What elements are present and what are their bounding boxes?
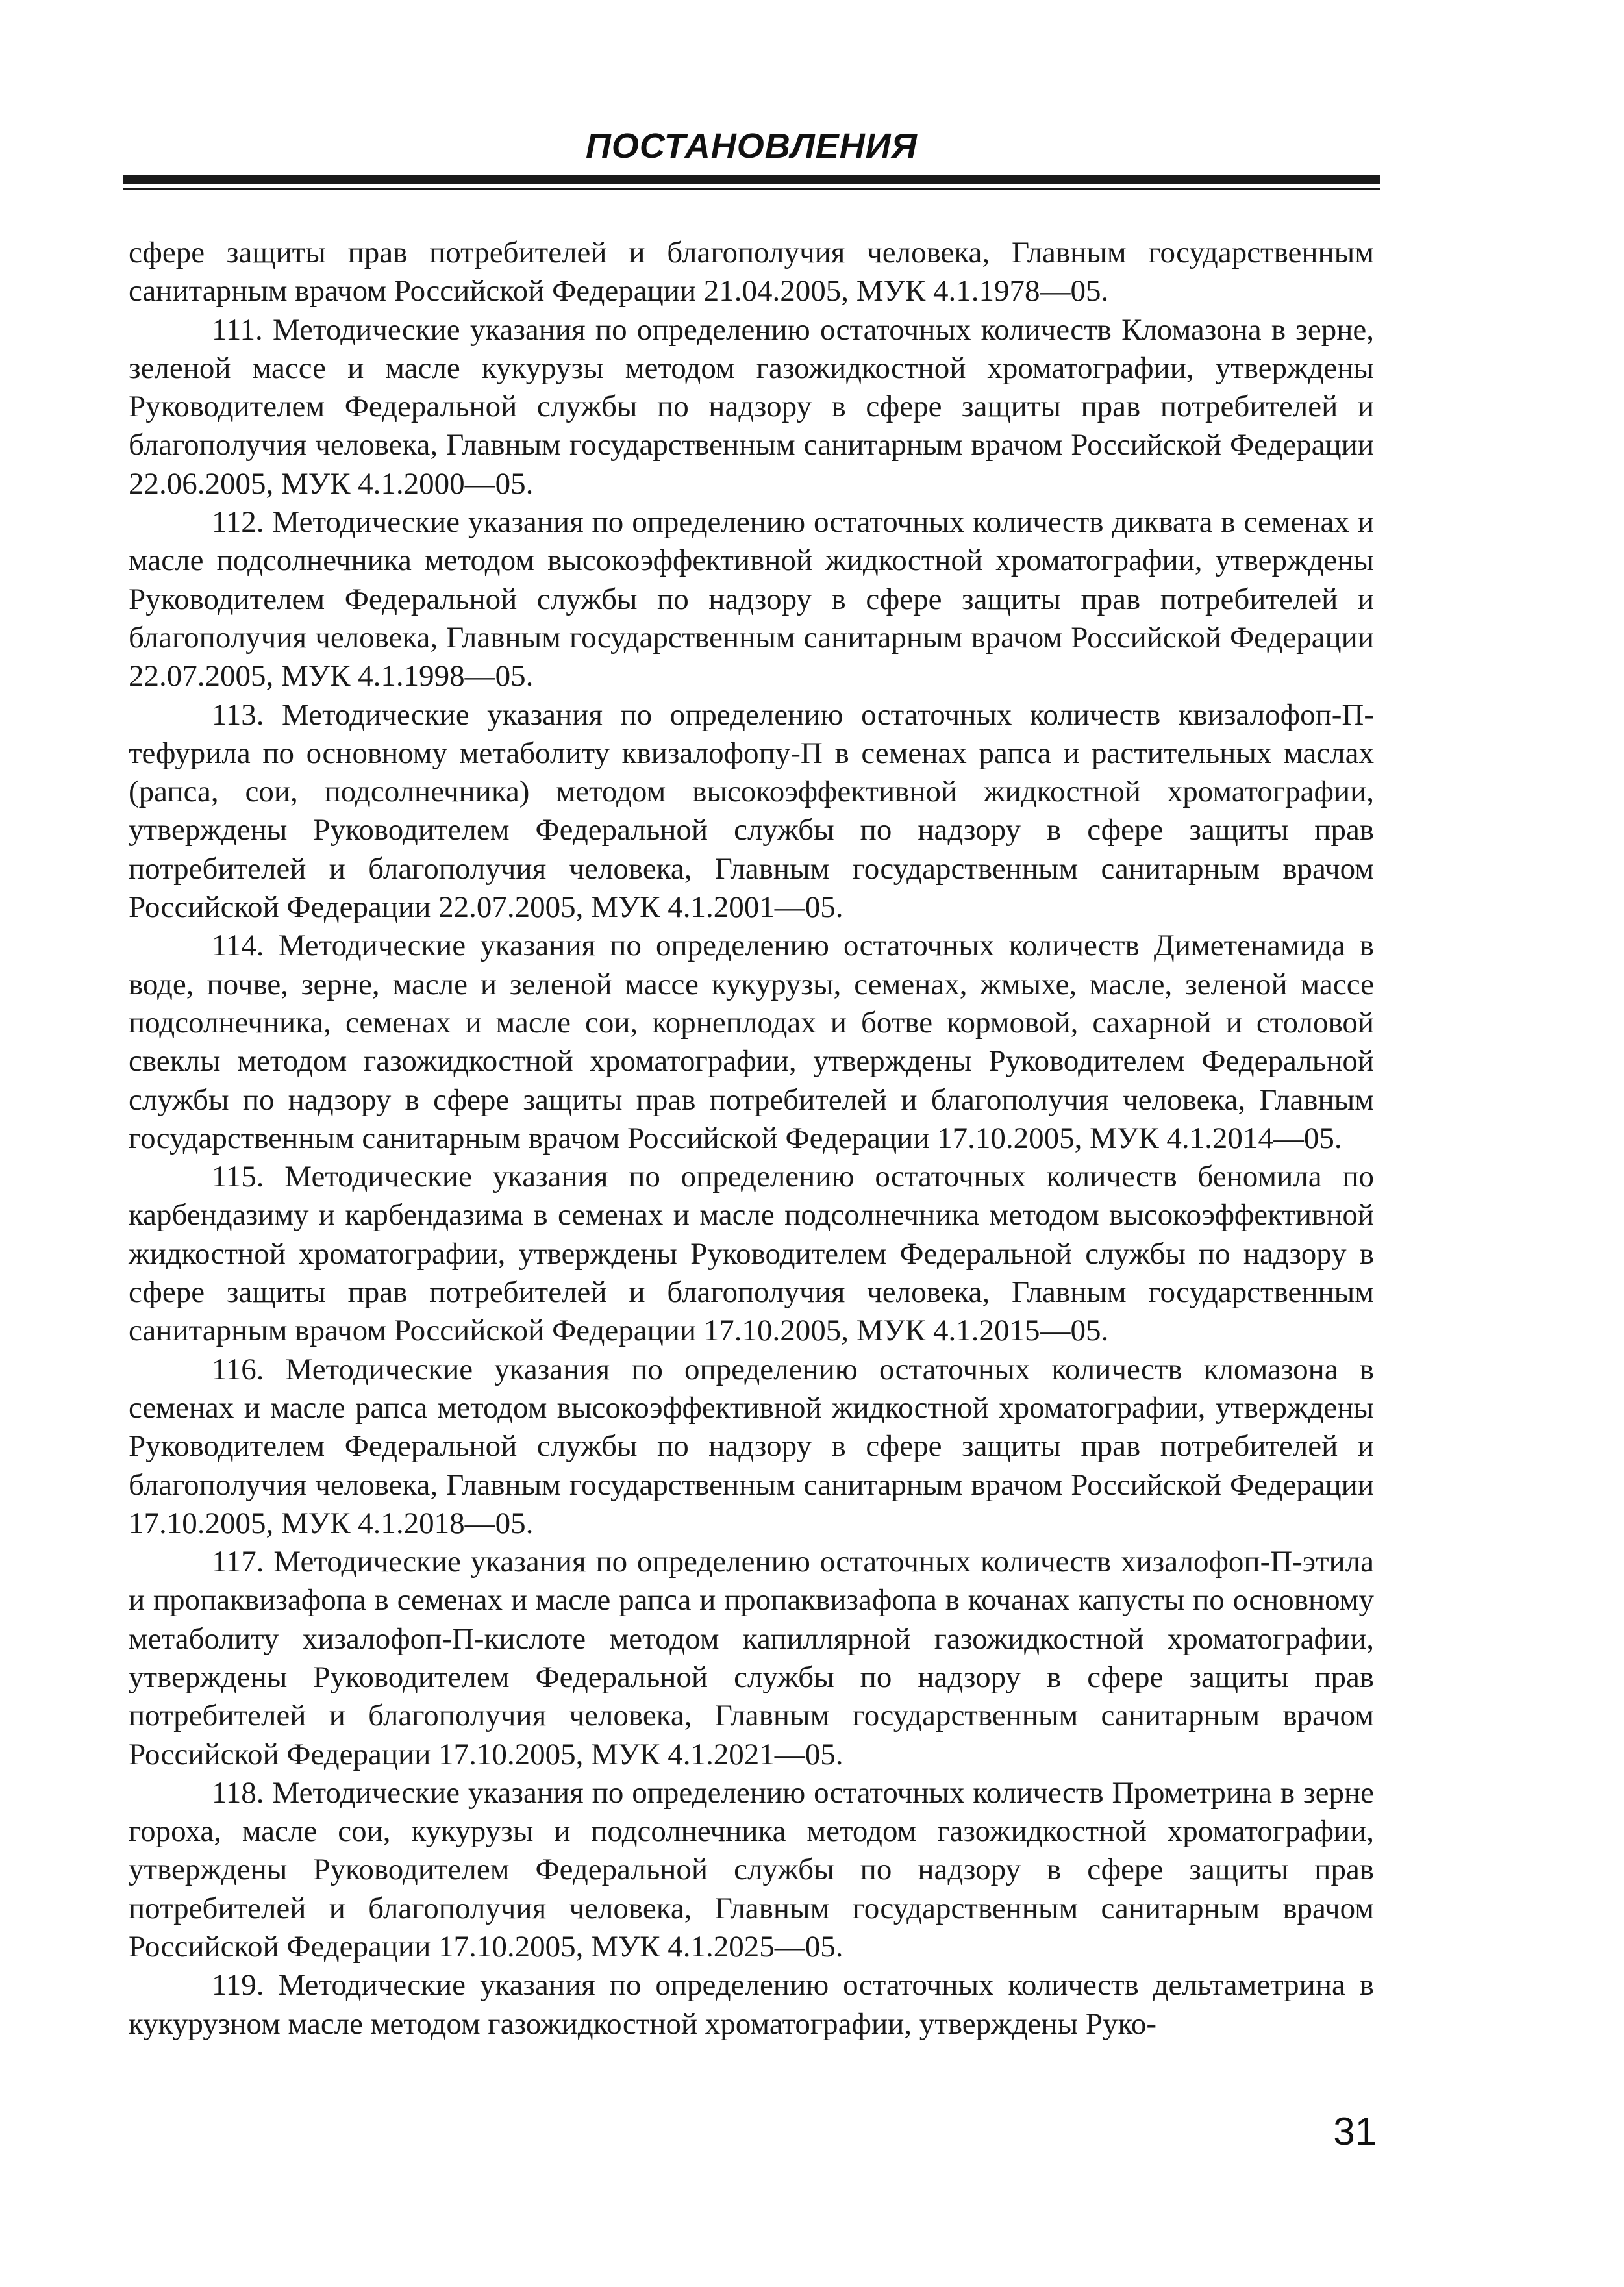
list-item-117: 117. Методические указания по определению остаточных количеств хизалофоп-П-этила и пропаквизафопа в семенах и масле рапса и пропаквизафопа в кочанах капусты по основному метаболиту хизалофоп-П-кислоте методом капиллярной газожидкостной хроматографии, утверждены Руководителем Федеральной службы по надзору в сфере защиты прав потребителей и благополучия человека, Главным государственным санитарным врачом Российской Федерации 17.10.2005, МУК 4.1.2021—05. — [129, 1545, 1374, 1771]
header-rule-thick — [123, 175, 1380, 184]
section-title: ПОСТАНОВЛЕНИЯ — [585, 127, 918, 166]
list-item-118: 118. Методические указания по определению остаточных количеств Прометрина в зерне гороха, масле сои, кукурузы и подсолнечника методом газожидкостной хроматографии, утверждены Руководителем Федеральной службы по надзору в сфере защиты прав потребителей и благополучия человека, Главным государственным санитарным врачом Российской Федерации 17.10.2005, МУК 4.1.2025—05. — [129, 1775, 1374, 1964]
list-item-114: 114. Методические указания по определению остаточных количеств Диметенамида в воде, почве, зерне, масле и зеленой массе кукурузы, семенах, жмыхе, масле, зеленой массе подсолнечника, семенах и масле сои, корнеплодах и ботве кормовой, сахарной и столовой свеклы методом газожидкостной хроматографии, утверждены Руководителем Федеральной службы по надзору в сфере защиты прав потребителей и благополучия человека, Главным государственным санитарным врачом Российской Федерации 17.10.2005, МУК 4.1.2014—05. — [129, 929, 1374, 1155]
list-item-119: 119. Методические указания по определению остаточных количеств дельтаметрина в кукурузном масле методом газожидкостной хроматографии, утверждены Руко- — [129, 1968, 1374, 2041]
body-text — [129, 234, 1374, 2043]
list-item-115: 115. Методические указания по определению остаточных количеств беномила по карбендазиму и карбендазима в семенах и масле подсолнечника методом высокоэффективной жидкостной хроматографии, утверждены Руководителем Федеральной службы по надзору в сфере защиты прав потребителей и благополучия человека, Главным государственным санитарным врачом Российской Федерации 17.10.2005, МУК 4.1.2015—05. — [129, 1160, 1374, 1348]
list-item-112: 112. Методические указания по определению остаточных количеств диквата в семенах и масле подсолнечника методом высокоэффективной жидкостной хроматографии, утверждены Руководителем Федеральной службы по надзору в сфере защиты прав потребителей и благополучия человека, Главным государственным санитарным врачом Российской Федерации 22.07.2005, МУК 4.1.1998—05. — [129, 505, 1374, 694]
continuation-paragraph: сфере защиты прав потребителей и благополучия человека, Главным государственным санитарным врачом Российской Федерации 21.04.2005, МУК 4.1.1978—05. — [129, 236, 1374, 308]
header-rule-thin — [123, 188, 1380, 190]
list-item-116: 116. Методические указания по определению остаточных количеств кломазона в семенах и масле рапса методом высокоэффективной жидкостной хроматографии, утверждены Руководителем Федеральной службы по надзору в сфере защиты прав потребителей и благополучия человека, Главным государственным санитарным врачом Российской Федерации 17.10.2005, МУК 4.1.2018—05. — [129, 1352, 1374, 1540]
list-item-113: 113. Методические указания по определению остаточных количеств квизалофоп-П-тефурила по основному метаболиту квизалофопу-П в семенах рапса и растительных маслах (рапса, сои, подсолнечника) методом высокоэффективной жидкостной хроматографии, утверждены Руководителем Федеральной службы по надзору в сфере защиты прав потребителей и благополучия человека, Главным государственным санитарным врачом Российской Федерации 22.07.2005, МУК 4.1.2001—05. — [129, 697, 1374, 925]
page-header — [123, 120, 1380, 172]
list-item-111: 111. Методические указания по определению остаточных количеств Кломазона в зерне, зеленой массе и масле кукурузы методом газожидкостной хроматографии, утверждены Руководителем Федеральной службы по надзору в сфере защиты прав потребителей и благополучия человека, Главным государственным санитарным врачом Российской Федерации 22.06.2005, МУК 4.1.2000—05. — [129, 312, 1374, 501]
page-number: 31 — [1333, 2110, 1377, 2153]
